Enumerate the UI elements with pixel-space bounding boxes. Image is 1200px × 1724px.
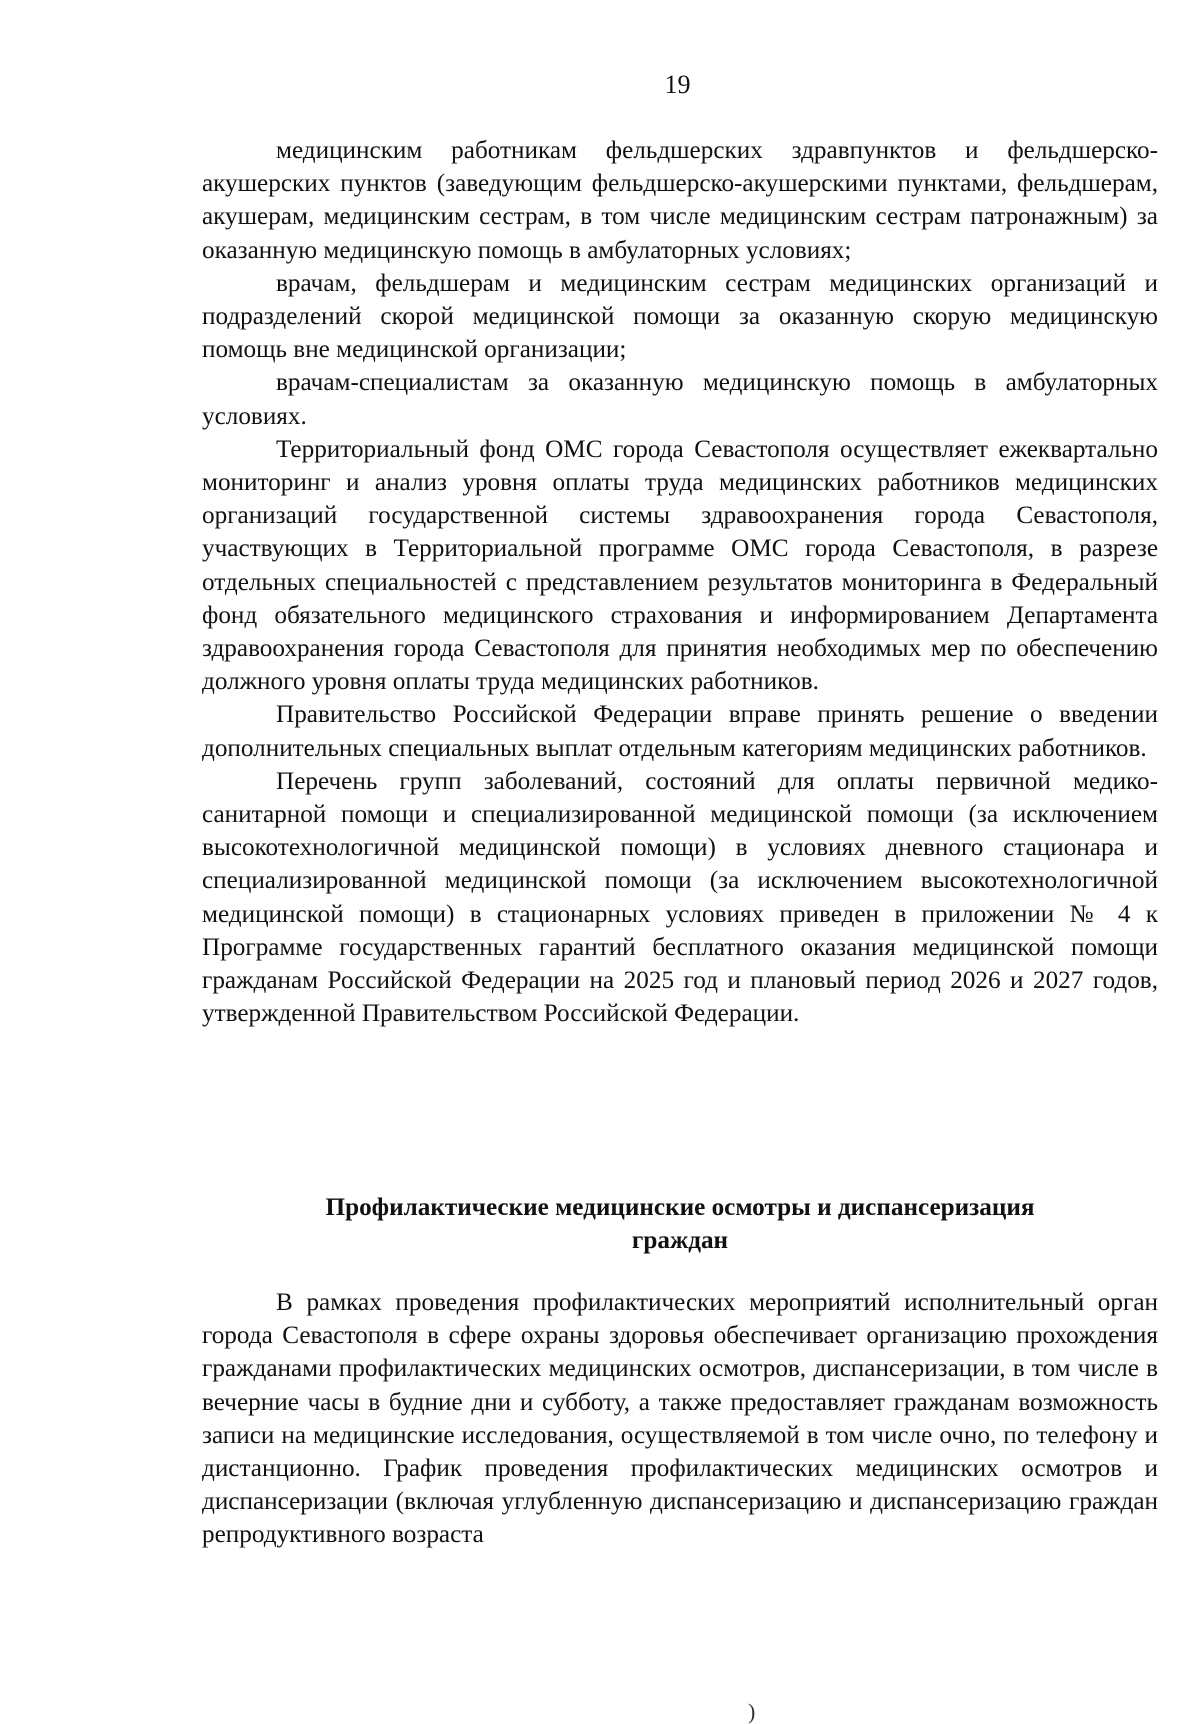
body-text-lower <box>202 1286 1158 1552</box>
paragraph: врачам-специалистам за оказанную медицинскую помощь в амбулаторных условиях. <box>202 369 1158 430</box>
paragraph: Правительство Российской Федерации вправе принять решение о введении дополнительных специальных выплат отдельным категориям медицинских работников. <box>202 701 1158 762</box>
page-number: 19 <box>664 70 691 99</box>
body-text-upper <box>202 134 1158 1030</box>
paragraph: медицинским работникам фельдшерских здравпунктов и фельдшерско-акушерских пунктов (заведующим фельдшерско-акушерскими пунктами, фельдшерам, акушерам, медицинским сестрам, в том числе медицинским сестрам патронажным) за оказанную медицинскую помощь в амбулаторных условиях; <box>202 137 1158 264</box>
paragraph: врачам, фельдшерам и медицинским сестрам медицинских организаций и подразделений скорой медицинской помощи за оказанную скорую медицинскую помощь вне медицинской организации; <box>202 269 1158 364</box>
footer-mark: ) <box>748 1699 756 1724</box>
paragraph: Территориальный фонд ОМС города Севастополя осуществляет ежеквартально мониторинг и анализ уровня оплаты труда медицинских работников медицинских организаций государственной системы здравоохранения города Севастополя, участвующих в Территориальной программе ОМС города Севастополя, в разрезе отдельных специальностей с представлением результатов мониторинга в Федеральный фонд обязательного медицинского страхования и информированием Департамента здравоохранения города Севастополя для принятия необходимых мер по обеспечению должного уровня оплаты труда медицинских работников. <box>202 435 1158 696</box>
paragraph: В рамках проведения профилактических мероприятий исполнительный орган города Севастополя в сфере охраны здоровья обеспечивает организацию прохождения гражданами профилактических медицинских осмотров, диспансеризации, в том числе в вечерние часы в будние дни и субботу, а также предоставляет гражданам возможность записи на медицинские исследования, осуществляемой в том числе очно, по телефону и дистанционно. График проведения профилактических медицинских осмотров и диспансеризации (включая углубленную диспансеризацию и диспансеризацию граждан репродуктивного возраста <box>202 1289 1158 1549</box>
paragraph: Перечень групп заболеваний, состояний для оплаты первичной медико-санитарной помощи и специализированной медицинской помощи (за исключением высокотехнологичной медицинской помощи) в условиях дневного стационара и специализированной медицинской помощи (за исключением высокотехнологичной медицинской помощи) в стационарных условиях приведен в приложении № 4 к Программе государственных гарантий бесплатного оказания медицинской помощи гражданам Российской Федерации на 2025 год и плановый период 2026 и 2027 годов, утвержденной Правительством Российской Федерации. <box>202 767 1158 1028</box>
section-heading <box>202 1191 1158 1257</box>
section-heading-line: Профилактические медицинские осмотры и диспансеризация <box>325 1194 1035 1221</box>
section-heading-line: граждан <box>631 1227 729 1254</box>
